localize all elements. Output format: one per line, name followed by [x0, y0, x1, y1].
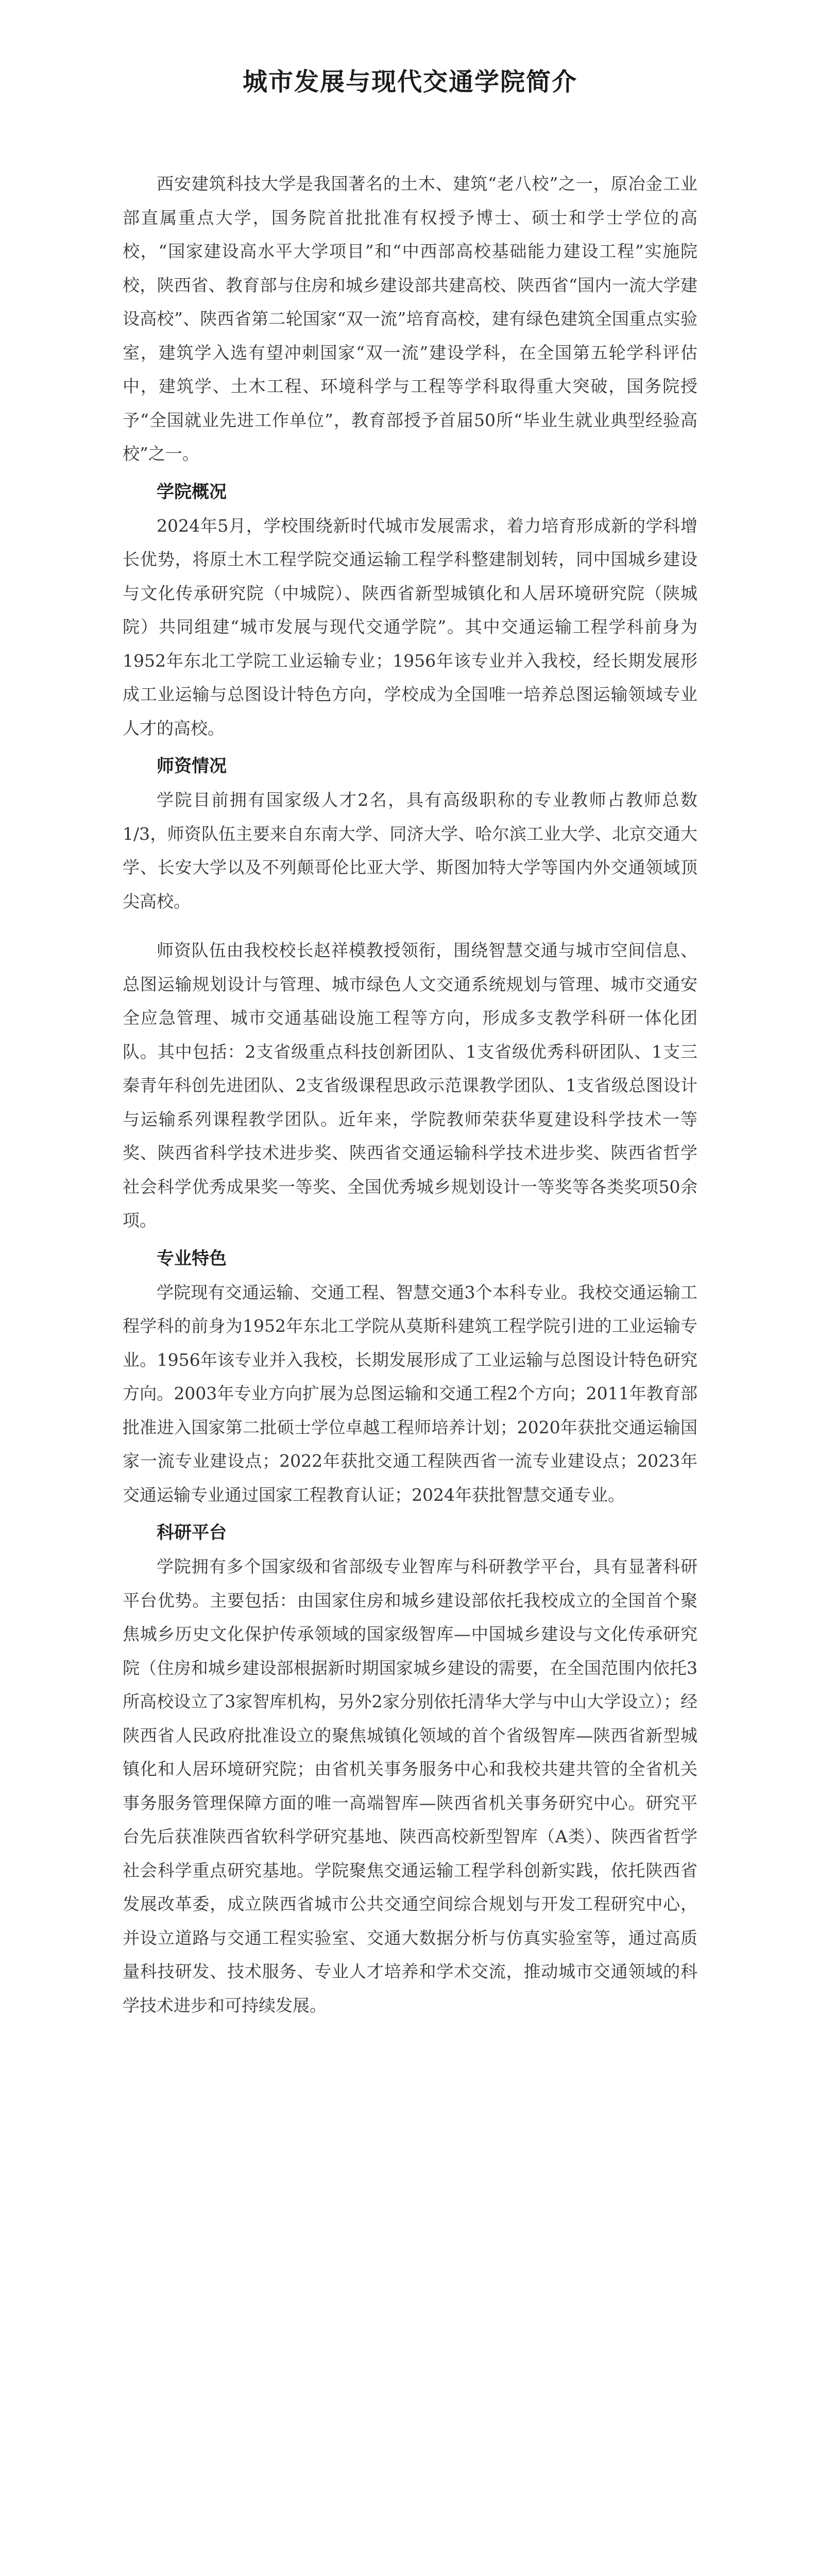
faculty-paragraph-1: 学院目前拥有国家级人才2名，具有高级职称的专业教师占教师总数1/3，师资队伍主要来自东南大学、同济大学、哈尔滨工业大学、北京交通大学、长安大学以及不列颠哥伦比亚大学、斯图加特大学等国内外交通领域顶尖高校。: [123, 790, 697, 911]
section-majors: [123, 1242, 697, 1512]
majors-paragraph: 学院现有交通运输、交通工程、智慧交通3个本科专业。我校交通运输工程学科的前身为1952年东北工学院从莫斯科建筑工程学院引进的工业运输专业。1956年该专业并入我校，长期发展形成了工业运输与总图设计特色研究方向。2003年专业方向扩展为总图运输和交通工程2个方向；2011年教育部批准进入国家第二批硕士学位卓越工程师培养计划；2020年获批交通运输国家一流专业建设点；2022年获批交通工程陕西省一流专业建设点；2023年交通运输专业通过国家工程教育认证；2024年获批智慧交通专业。: [123, 1282, 697, 1505]
section-heading-faculty: 师资情况: [157, 756, 227, 776]
research-paragraph: 学院拥有多个国家级和省部级专业智库与科研教学平台，具有显著科研平台优势。主要包括：由国家住房和城乡建设部依托我校成立的全国首个聚焦城乡历史文化保护传承领域的国家级智库—中国城乡建设与文化传承研究院（住房和城乡建设部根据新时期国家城乡建设的需要，在全国范围内依托3所高校设立了3家智库机构，另外2家分别依托清华大学与中山大学设立）；经陕西省人民政府批准设立的聚焦城镇化领域的首个省级智库—陕西省新型城镇化和人居环境研究院；由省机关事务服务中心和我校共建共管的全省机关事务服务管理保障方面的唯一高端智库—陕西省机关事务研究中心。研究平台先后获准陕西省软科学研究基地、陕西高校新型智库（A类）、陕西省哲学社会科学重点研究基地。学院聚焦交通运输工程学科创新实践，依托陕西省发展改革委，成立陕西省城市公共交通空间综合规划与开发工程研究中心，并设立道路与交通工程实验室、交通大数据分析与仿真实验室等，通过高质量科技研发、技术服务、专业人才培养和学术交流，推动城市交通领域的科学技术进步和可持续发展。: [123, 1556, 697, 2015]
section-heading-majors: 专业特色: [157, 1248, 227, 1269]
section-research: [123, 1516, 697, 2022]
section-heading-overview: 学院概况: [157, 481, 227, 502]
section-overview: [123, 475, 697, 745]
overview-paragraph: 2024年5月，学校围绕新时代城市发展需求，着力培育形成新的学科增长优势，将原土木工程学院交通运输工程学科整建制划转，同中国城乡建设与文化传承研究院（中城院）、陕西省新型城镇化和人居环境研究院（陕城院）共同组建“城市发展与现代交通学院”。其中交通运输工程学科前身为1952年东北工学院工业运输专业；1956年该专业并入我校，经长期发展形成工业运输与总图设计特色方向，学校成为全国唯一培养总图运输领域专业人才的高校。: [123, 515, 697, 738]
intro-paragraph: 西安建筑科技大学是我国著名的土木、建筑“老八校”之一，原冶金工业部直属重点大学，国务院首批批准有权授予博士、硕士和学士学位的高校，“国家建设高水平大学项目”和“中西部高校基础能力建设工程”实施院校，陕西省、教育部与住房和城乡建设部共建高校、陕西省“国内一流大学建设高校”、陕西省第二轮国家“双一流”培育高校，建有绿色建筑全国重点实验室，建筑学入选有望冲刺国家“双一流”建设学科，在全国第五轮学科评估中，建筑学、土木工程、环境科学与工程等学科取得重大突破，国务院授予“全国就业先进工作单位”，教育部授予首届50所“毕业生就业典型经验高校”之一。: [123, 174, 697, 464]
page-title: 城市发展与现代交通学院简介: [242, 67, 577, 96]
section-heading-research: 科研平台: [157, 1522, 227, 1543]
section-faculty: [123, 749, 697, 1238]
faculty-paragraph-2: 师资队伍由我校校长赵祥模教授领衔，围绕智慧交通与城市空间信息、总图运输规划设计与管理、城市绿色人文交通系统规划与管理、城市交通安全应急管理、城市交通基础设施工程等方向，形成多支教学科研一体化团队。其中包括：2支省级重点科技创新团队、1支省级优秀科研团队、1支三秦青年科创先进团队、2支省级课程思政示范课教学团队、1支省级总图设计与运输系列课程教学团队。近年来，学院教师荣获华夏建设科学技术一等奖、陕西省科学技术进步奖、陕西省交通运输科学技术进步奖、陕西省哲学社会科学优秀成果奖一等奖、全国优秀城乡规划设计一等奖等各类奖项50余项。: [123, 940, 697, 1230]
